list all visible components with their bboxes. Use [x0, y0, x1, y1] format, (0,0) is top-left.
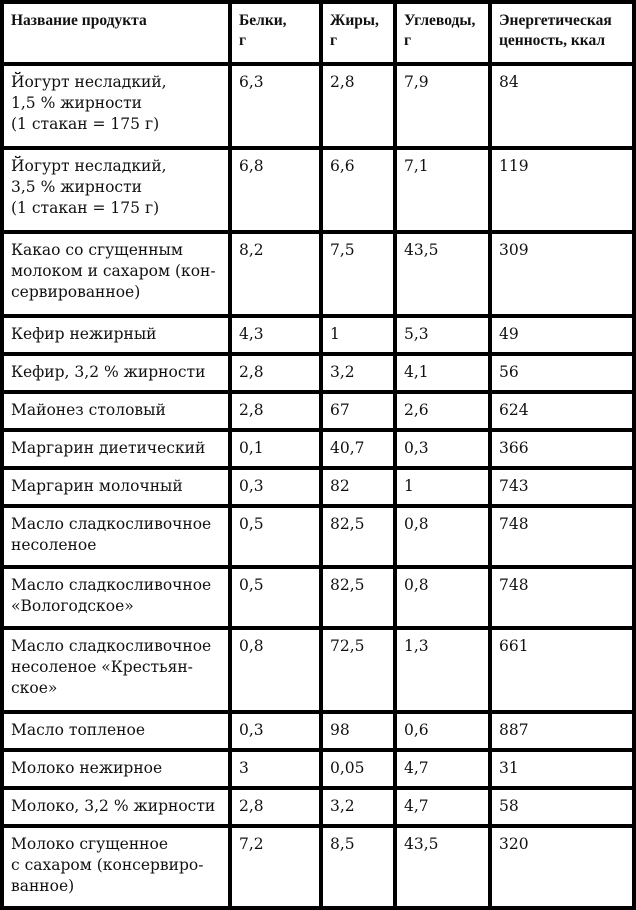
- table-row: [4, 356, 632, 390]
- cell-energy: 624: [492, 394, 632, 428]
- table-row: [4, 569, 632, 626]
- cell-protein: 3: [232, 752, 319, 786]
- cell-protein: 6,8: [232, 150, 319, 230]
- header-fat: [323, 4, 393, 62]
- cell-product-name: [4, 569, 228, 626]
- product-name-line: (1 стакан = 175 г): [11, 115, 160, 133]
- product-name-line: Молоко сгущенное: [11, 835, 168, 853]
- header-line: г: [239, 32, 247, 49]
- header-line: г: [330, 32, 338, 49]
- cell-protein: 2,8: [232, 790, 319, 824]
- header-product-name: [4, 4, 228, 62]
- product-name-line: Молоко нежирное: [11, 759, 163, 777]
- table-row: [4, 66, 632, 146]
- cell-product-name: [4, 714, 228, 748]
- cell-fat: 40,7: [323, 432, 393, 466]
- product-name-line: ское»: [11, 679, 58, 697]
- cell-protein: 7,2: [232, 828, 319, 906]
- cell-fat: 1: [323, 318, 393, 352]
- cell-protein: 0,3: [232, 470, 319, 504]
- cell-carbs: 0,6: [397, 714, 488, 748]
- header-line: Название продукта: [11, 12, 147, 29]
- product-name-line: Молоко, 3,2 % жирности: [11, 797, 216, 815]
- table-row: [4, 630, 632, 710]
- cell-fat: 0,05: [323, 752, 393, 786]
- cell-carbs: 0,3: [397, 432, 488, 466]
- product-name-line: (1 стакан = 175 г): [11, 199, 160, 217]
- product-name-line: сервированное): [11, 283, 141, 301]
- cell-fat: 8,5: [323, 828, 393, 906]
- cell-fat: 2,8: [323, 66, 393, 146]
- product-name-line: 3,5 % жирности: [11, 178, 142, 196]
- product-name-line: Маргарин молочный: [11, 477, 183, 495]
- cell-fat: 3,2: [323, 790, 393, 824]
- cell-energy: 366: [492, 432, 632, 466]
- product-name-line: Масло топленое: [11, 721, 145, 739]
- cell-protein: 0,1: [232, 432, 319, 466]
- cell-carbs: 43,5: [397, 828, 488, 906]
- table-row: [4, 470, 632, 504]
- product-name-line: «Вологодское»: [11, 597, 134, 615]
- cell-carbs: 0,8: [397, 508, 488, 565]
- product-name-line: Майонез столовый: [11, 401, 166, 419]
- cell-fat: 7,5: [323, 234, 393, 314]
- cell-product-name: [4, 356, 228, 390]
- cell-protein: 0,8: [232, 630, 319, 710]
- cell-carbs: 2,6: [397, 394, 488, 428]
- table-row: [4, 394, 632, 428]
- header-line: Энергетическая: [499, 12, 612, 29]
- cell-product-name: [4, 470, 228, 504]
- product-name-line: несоленое: [11, 536, 97, 554]
- cell-energy: 320: [492, 828, 632, 906]
- product-name-line: Масло сладкосливочное: [11, 637, 212, 655]
- cell-energy: 56: [492, 356, 632, 390]
- product-name-line: Масло сладкосливочное: [11, 515, 212, 533]
- cell-protein: 4,3: [232, 318, 319, 352]
- header-line: Белки,: [239, 12, 287, 29]
- cell-product-name: [4, 508, 228, 565]
- table-header-row: [4, 4, 632, 62]
- table-row: [4, 432, 632, 466]
- header-line: Жиры,: [330, 12, 379, 29]
- cell-energy: 887: [492, 714, 632, 748]
- cell-energy: 49: [492, 318, 632, 352]
- cell-carbs: 4,7: [397, 790, 488, 824]
- table-row: [4, 714, 632, 748]
- product-name-line: Кефир нежирный: [11, 325, 157, 343]
- table-row: [4, 234, 632, 314]
- cell-energy: 309: [492, 234, 632, 314]
- cell-protein: 6,3: [232, 66, 319, 146]
- cell-protein: 0,5: [232, 569, 319, 626]
- cell-product-name: [4, 394, 228, 428]
- cell-product-name: [4, 790, 228, 824]
- cell-product-name: [4, 318, 228, 352]
- header-carbs: [397, 4, 488, 62]
- cell-energy: 84: [492, 66, 632, 146]
- cell-product-name: [4, 752, 228, 786]
- table-row: [4, 508, 632, 565]
- product-name-line: несоленое «Крестьян-: [11, 658, 193, 676]
- cell-energy: 119: [492, 150, 632, 230]
- cell-carbs: 4,1: [397, 356, 488, 390]
- product-name-line: Какао со сгущенным: [11, 241, 183, 259]
- cell-fat: 82: [323, 470, 393, 504]
- cell-energy: 748: [492, 508, 632, 565]
- cell-protein: 0,5: [232, 508, 319, 565]
- cell-carbs: 1: [397, 470, 488, 504]
- table-row: [4, 150, 632, 230]
- cell-product-name: [4, 66, 228, 146]
- cell-carbs: 7,1: [397, 150, 488, 230]
- cell-protein: 0,3: [232, 714, 319, 748]
- cell-product-name: [4, 150, 228, 230]
- cell-fat: 98: [323, 714, 393, 748]
- cell-fat: 72,5: [323, 630, 393, 710]
- table-row: [4, 828, 632, 906]
- cell-fat: 3,2: [323, 356, 393, 390]
- table-row: [4, 318, 632, 352]
- header-line: г: [404, 32, 412, 49]
- cell-product-name: [4, 432, 228, 466]
- cell-carbs: 5,3: [397, 318, 488, 352]
- cell-energy: 31: [492, 752, 632, 786]
- cell-fat: 82,5: [323, 569, 393, 626]
- cell-protein: 8,2: [232, 234, 319, 314]
- cell-fat: 6,6: [323, 150, 393, 230]
- header-line: ценность, ккал: [499, 32, 606, 49]
- product-name-line: Кефир, 3,2 % жирности: [11, 363, 206, 381]
- cell-product-name: [4, 234, 228, 314]
- table-row: [4, 790, 632, 824]
- cell-carbs: 43,5: [397, 234, 488, 314]
- header-protein: [232, 4, 319, 62]
- product-name-line: Йогурт несладкий,: [11, 157, 167, 175]
- table-body: [4, 66, 632, 906]
- cell-fat: 82,5: [323, 508, 393, 565]
- table-row: [4, 752, 632, 786]
- cell-carbs: 4,7: [397, 752, 488, 786]
- product-name-line: 1,5 % жирности: [11, 94, 142, 112]
- cell-product-name: [4, 828, 228, 906]
- cell-energy: 661: [492, 630, 632, 710]
- product-name-line: ванное): [11, 877, 75, 895]
- product-name-line: с сахаром (консервиро-: [11, 856, 204, 874]
- header-energy: [492, 4, 632, 62]
- cell-carbs: 1,3: [397, 630, 488, 710]
- cell-energy: 743: [492, 470, 632, 504]
- cell-fat: 67: [323, 394, 393, 428]
- cell-carbs: 0,8: [397, 569, 488, 626]
- product-name-line: молоком и сахаром (кон-: [11, 262, 216, 280]
- header-line: Углеводы,: [404, 12, 476, 29]
- cell-product-name: [4, 630, 228, 710]
- cell-energy: 58: [492, 790, 632, 824]
- cell-protein: 2,8: [232, 356, 319, 390]
- product-name-line: Йогурт несладкий,: [11, 73, 167, 91]
- cell-protein: 2,8: [232, 394, 319, 428]
- cell-carbs: 7,9: [397, 66, 488, 146]
- cell-energy: 748: [492, 569, 632, 626]
- product-name-line: Масло сладкосливочное: [11, 576, 212, 594]
- product-name-line: Маргарин диетический: [11, 439, 206, 457]
